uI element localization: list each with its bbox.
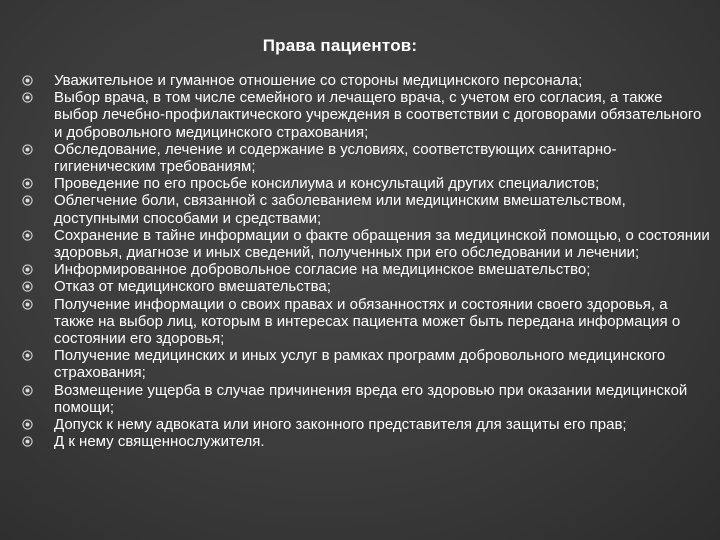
list-item bbox=[20, 296, 710, 348]
target-circle-icon bbox=[22, 195, 33, 206]
target-circle-icon bbox=[22, 230, 33, 241]
list-item-text: Допуск к нему адвоката или иного законного представителя для защиты его прав; bbox=[54, 416, 627, 434]
list-item-text: Облегчение боли, связанной с заболеванием или медицинским вмешательством, доступными способами и средствами; bbox=[54, 192, 626, 227]
list-item-text: Выбор врача, в том числе семейного и лечащего врача, с учетом его согласия, а также выбор лечебно-профилактического учреждения в соответствии с договорами обязательного и добровольного медицинского страхования; bbox=[54, 89, 702, 141]
target-circle-icon bbox=[22, 419, 33, 430]
target-circle-icon bbox=[22, 264, 33, 275]
target-circle-icon bbox=[22, 75, 33, 86]
list-item bbox=[20, 278, 710, 295]
list-item bbox=[20, 72, 710, 89]
list-item-text: Уважительное и гуманное отношение со стороны медицинского персонала; bbox=[54, 72, 583, 89]
rights-list bbox=[20, 72, 710, 450]
list-item-text: Отказ от медицинского вмешательства; bbox=[54, 278, 331, 296]
list-item-text: Д к нему священнослужителя. bbox=[54, 433, 265, 451]
list-item-text: Возмещение ущерба в случае причинения вреда его здоровью при оказании медицинской помощи; bbox=[54, 381, 688, 416]
target-circle-icon bbox=[22, 299, 33, 310]
target-circle-icon bbox=[22, 436, 33, 447]
target-circle-icon bbox=[22, 178, 33, 189]
list-item-text: Получение информации о своих правах и обязанностях и состоянии своего здоровья, а также на выбор лиц, которым в интересах пациента может быть передана информация о состоянии его здоровья; bbox=[54, 295, 681, 348]
slide-title: Права пациентов: bbox=[262, 36, 418, 55]
target-circle-icon bbox=[22, 385, 33, 396]
list-item bbox=[20, 192, 710, 226]
list-item-text: Получение медицинских и иных услуг в рамках программ добровольного медицинского страхования; bbox=[54, 347, 666, 382]
list-item bbox=[20, 141, 710, 175]
target-circle-icon bbox=[22, 350, 33, 361]
list-item-text: Обследование, лечение и содержание в условиях, соответствующих санитарно-гигиеническим требованиям; bbox=[54, 140, 617, 176]
list-item bbox=[20, 347, 710, 381]
list-item bbox=[20, 416, 710, 433]
list-item bbox=[20, 227, 710, 261]
list-item-text: Информированное добровольное согласие на медицинское вмешательство; bbox=[54, 261, 591, 279]
list-item bbox=[20, 433, 710, 450]
list-item-text: Сохранение в тайне информации о факте обращения за медицинской помощью, о состоянии здоровья, диагнозе и иных сведений, полученных при его обследовании и лечении; bbox=[54, 226, 710, 262]
list-item bbox=[20, 261, 710, 278]
target-circle-icon bbox=[22, 92, 33, 103]
target-circle-icon bbox=[22, 144, 33, 155]
list-item-text: Проведение по его просьбе консилиума и консультаций других специалистов; bbox=[54, 175, 600, 193]
target-circle-icon bbox=[22, 281, 33, 292]
list-item bbox=[20, 89, 710, 141]
list-item bbox=[20, 382, 710, 416]
list-item bbox=[20, 175, 710, 192]
